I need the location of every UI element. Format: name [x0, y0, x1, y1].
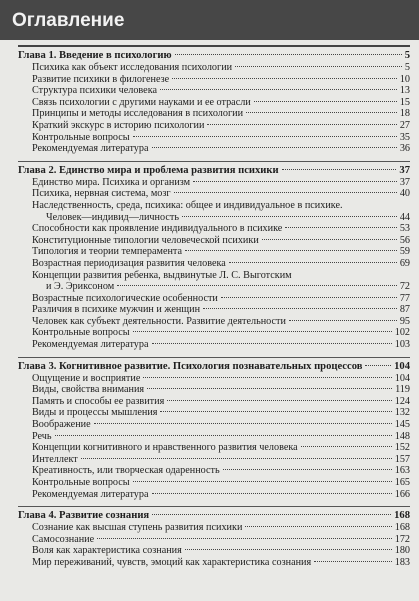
toc-entry[interactable] [32, 270, 410, 293]
toc-entry[interactable] [32, 522, 410, 534]
page-number: 157 [394, 453, 410, 465]
chapter-title: Глава 1. Введение в психологию [18, 50, 172, 61]
toc-entry[interactable] [32, 200, 410, 223]
page-number: 180 [394, 545, 410, 557]
leader-dots [160, 411, 391, 412]
toc-entry[interactable] [32, 108, 410, 120]
leader-dots [152, 514, 391, 515]
page-number: 40 [399, 188, 410, 200]
entry-label: Возрастная периодизация развития человека [32, 257, 226, 269]
table-of-contents [18, 45, 410, 575]
page-number: 168 [394, 522, 410, 534]
page-number: 18 [399, 108, 410, 120]
chapter-title: Глава 2. Единство мира и проблема развития психики [18, 164, 279, 176]
leader-dots [365, 365, 391, 366]
toc-entry[interactable] [32, 407, 410, 419]
page-number: 166 [394, 488, 410, 500]
leader-dots [81, 458, 392, 459]
page-number: 104 [394, 360, 410, 372]
entry-label: Связь психологии с другими науками и ее отрасли [32, 96, 251, 108]
entry-label: Возрастные психологические особенности [32, 292, 218, 304]
leader-dots [254, 101, 397, 102]
toc-entry[interactable] [32, 396, 410, 408]
toc-entry[interactable] [32, 188, 410, 200]
chapter-section [18, 357, 410, 501]
toc-entry[interactable] [32, 74, 410, 86]
leader-dots [185, 549, 392, 550]
page-number: 103 [394, 339, 410, 351]
chapter-section [18, 506, 410, 568]
entry-label: Креативность, или творческая одаренность [32, 465, 220, 477]
leader-dots [133, 481, 392, 482]
toc-entry[interactable] [32, 339, 410, 351]
chapter-heading[interactable] [18, 361, 410, 373]
entry-label: Виды и процессы мышления [32, 407, 158, 419]
leader-dots [221, 297, 397, 298]
toc-entry[interactable] [32, 293, 410, 305]
entry-label: Концепции развития ребенка, выдвинутые Л. С. Выготским [32, 269, 292, 281]
leader-dots [172, 78, 397, 79]
leader-dots [152, 147, 397, 148]
toc-entry[interactable] [32, 304, 410, 316]
chapter-section [18, 45, 410, 155]
toc-entry[interactable] [32, 442, 410, 454]
page-number: 102 [394, 327, 410, 339]
page-number: 148 [394, 430, 410, 442]
leader-dots [193, 181, 397, 182]
chapter-heading[interactable] [18, 165, 410, 177]
toc-entry[interactable] [32, 431, 410, 443]
leader-dots [223, 469, 392, 470]
page-number: 77 [399, 292, 410, 304]
page-number: 35 [399, 131, 410, 143]
entry-label: Воображение [32, 419, 91, 431]
toc-entry[interactable] [32, 62, 410, 74]
toc-entry[interactable] [32, 143, 410, 155]
leader-dots [175, 54, 402, 55]
toc-entry[interactable] [32, 246, 410, 258]
toc-entry[interactable] [32, 97, 410, 109]
leader-dots [117, 285, 397, 286]
page-number: 13 [399, 85, 410, 97]
entry-label: Человек как субъект деятельности. Развитие деятельности [32, 315, 286, 327]
entry-label: Воля как характеристика сознания [32, 545, 182, 557]
chapter-title: Глава 3. Когнитивное развитие. Психология познавательных процессов [18, 360, 363, 372]
page-number: 104 [394, 372, 410, 384]
leader-dots [160, 89, 397, 90]
entry-label: Различия в психике мужчин и женщин [32, 304, 201, 316]
leader-dots [55, 435, 392, 436]
leader-dots [289, 320, 397, 321]
entry-label: Мир переживаний, чувств, эмоций как характеристика сознания [32, 556, 312, 568]
toc-entry[interactable] [32, 120, 410, 132]
leader-dots [285, 227, 397, 228]
entry-label: Принципы и методы исследования в психологии [32, 108, 244, 120]
leader-dots [174, 192, 397, 193]
toc-entry[interactable] [32, 465, 410, 477]
entry-label-continued: Человек—индивид—личность [46, 211, 179, 223]
leader-dots [229, 262, 397, 263]
entry-label: Концепции когнитивного и нравственного развития человека [32, 442, 298, 454]
toc-entry[interactable] [32, 489, 410, 501]
leader-dots [301, 446, 392, 447]
leader-dots [143, 377, 391, 378]
page-number: 36 [399, 143, 410, 155]
toc-entry[interactable] [32, 132, 410, 144]
leader-dots [182, 216, 397, 217]
entry-label: Речь [32, 430, 52, 442]
page-number: 53 [399, 223, 410, 235]
leader-dots [282, 169, 397, 170]
toc-entry[interactable] [32, 258, 410, 270]
leader-dots [167, 400, 391, 401]
leader-dots [152, 343, 392, 344]
leader-dots [147, 388, 392, 389]
page-number: 27 [399, 119, 410, 131]
chapter-title: Глава 4. Развитие сознания [18, 510, 150, 522]
leader-dots [94, 423, 392, 424]
toc-entry[interactable] [32, 235, 410, 247]
page-number: 56 [399, 234, 410, 246]
leader-dots [97, 538, 392, 539]
chapter-heading[interactable] [18, 510, 410, 522]
toc-entry[interactable] [32, 85, 410, 97]
toc-entry[interactable] [32, 327, 410, 339]
leader-dots [246, 112, 397, 113]
toc-entry[interactable] [32, 454, 410, 466]
page-number: 183 [394, 556, 410, 568]
page-number: 145 [394, 419, 410, 431]
leader-dots [207, 124, 396, 125]
toc-entry[interactable] [32, 557, 410, 569]
page-number: 119 [395, 384, 410, 396]
page-number: 168 [394, 510, 410, 522]
entry-label-continued: и Э. Эриксоном [46, 281, 115, 293]
leader-dots [152, 493, 392, 494]
entry-label: Краткий экскурс в историю психологии [32, 119, 205, 131]
page-number: 124 [394, 395, 410, 407]
page-number: 10 [399, 73, 410, 85]
entry-label: Структура психики человека [32, 85, 158, 97]
entry-label: Рекомендуемая литература [32, 488, 149, 500]
toc-entry[interactable] [32, 316, 410, 328]
leader-dots [185, 250, 397, 251]
entry-label: Ощущение и восприятие [32, 372, 141, 384]
page-number: 163 [394, 465, 410, 477]
entry-label: Контрольные вопросы [32, 477, 130, 488]
toc-entry[interactable] [32, 534, 410, 546]
entry-label: Рекомендуемая литература [32, 143, 149, 155]
page-number: 44 [399, 211, 410, 223]
page-number: 5 [404, 50, 410, 61]
leader-dots [133, 136, 397, 137]
toc-entry[interactable] [32, 384, 410, 396]
leader-dots [245, 526, 391, 527]
toc-entry[interactable] [32, 177, 410, 189]
page-number: 172 [394, 533, 410, 545]
entry-label: Единство мира. Психика и организм [32, 176, 191, 188]
chapter-section [18, 161, 410, 351]
entry-label: Виды, свойства внимания [32, 384, 145, 396]
page-number: 72 [399, 281, 410, 293]
page-number: 37 [399, 176, 410, 188]
page-number: 59 [399, 246, 410, 258]
entry-label: Развитие психики в филогенезе [32, 73, 170, 85]
toc-entry[interactable] [32, 223, 410, 235]
toc-entry[interactable] [32, 373, 410, 385]
toc-entry[interactable] [32, 477, 410, 489]
page-number: 152 [394, 442, 410, 454]
entry-label: Сознание как высшая ступень развития психики [32, 522, 243, 534]
leader-dots [314, 561, 392, 562]
leader-dots [262, 239, 397, 240]
entry-label: Память и способы ее развития [32, 395, 165, 407]
page-number: 69 [399, 257, 410, 269]
entry-label: Типология и теории темперамента [32, 246, 183, 258]
entry-label: Психика как объект исследования психологии [32, 62, 233, 73]
entry-label: Интеллект [32, 453, 78, 465]
toc-entry[interactable] [32, 545, 410, 557]
page-number: 95 [399, 315, 410, 327]
chapter-heading[interactable] [18, 50, 410, 62]
page-number: 87 [399, 304, 410, 316]
entry-label: Конституционные типологии человеческой психики [32, 234, 259, 246]
page-number: 165 [394, 477, 410, 488]
entry-label: Способности как проявление индивидуального в психике [32, 223, 283, 235]
entry-label: Психика, нервная система, мозг [32, 188, 171, 200]
leader-dots [235, 66, 402, 67]
page-number: 132 [394, 407, 410, 419]
page-number: 37 [399, 164, 410, 176]
page-title: Оглавление [12, 10, 125, 31]
page-number: 5 [404, 62, 410, 73]
entry-label: Самосознание [32, 533, 95, 545]
header-bar [0, 0, 419, 40]
entry-label: Контрольные вопросы [32, 131, 130, 143]
leader-dots [203, 308, 397, 309]
entry-label: Контрольные вопросы [32, 327, 130, 339]
toc-entry[interactable] [32, 419, 410, 431]
leader-dots [133, 331, 392, 332]
page-number: 15 [399, 96, 410, 108]
entry-label: Рекомендуемая литература [32, 339, 149, 351]
entry-label: Наследственность, среда, психика: общее и индивидуальное в психике. [32, 199, 343, 211]
